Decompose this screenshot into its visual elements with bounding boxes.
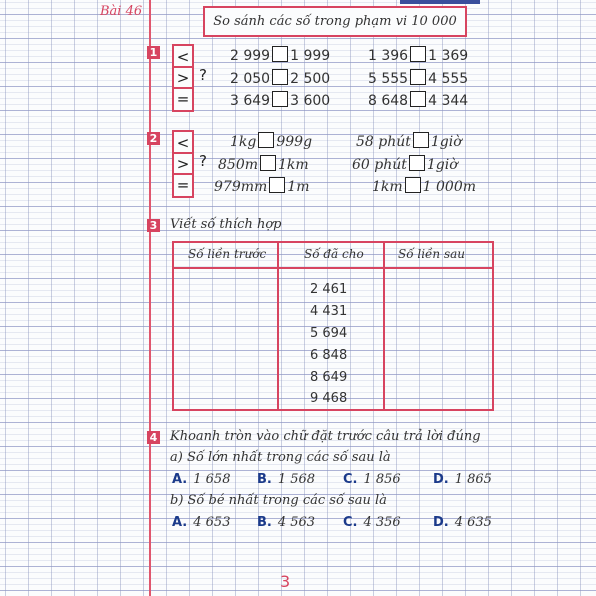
question-b: b) Số bé nhất trong các số sau là: [170, 493, 387, 508]
exercise-2-number: 2: [147, 132, 160, 145]
answer-box[interactable]: [409, 155, 425, 171]
header-previous: Số liền trước: [188, 247, 267, 261]
top-tab-mark: [400, 0, 480, 4]
answer-box[interactable]: [410, 69, 426, 85]
ex1-row1-left: 2 999 1 999: [230, 48, 331, 64]
answer-box[interactable]: [410, 46, 426, 62]
given-number-6: 9 468: [310, 391, 348, 406]
symbol-greater: >: [176, 69, 190, 87]
lesson-title-box: [203, 6, 467, 37]
answer-box[interactable]: [272, 69, 288, 85]
given-number-1: 2 461: [310, 282, 348, 297]
answer-box[interactable]: [413, 132, 429, 148]
option-b-d[interactable]: D. 4 635: [433, 515, 492, 530]
ex1-row2-left: 2 050 2 500: [230, 71, 331, 87]
page-number: 3: [280, 572, 291, 591]
answer-box[interactable]: [269, 177, 285, 193]
option-a-c[interactable]: C. 1 856: [343, 472, 401, 487]
symbol-less: <: [176, 134, 190, 152]
header-given: Số đã cho: [304, 247, 364, 261]
header-next: Số liền sau: [398, 247, 466, 261]
exercise-1-question-mark: ?: [199, 66, 207, 84]
ex2-row2-right: 60 phút 1giờ: [352, 157, 458, 173]
symbol-equal: =: [176, 176, 190, 194]
given-number-5: 8 649: [310, 370, 348, 385]
ex1-row2-right: 5 555 4 555: [368, 71, 469, 87]
answer-box[interactable]: [260, 155, 276, 171]
option-b-c[interactable]: C. 4 356: [343, 515, 401, 530]
ex2-row1-left: 1kg 999g: [230, 134, 313, 150]
exercise-3-number: 3: [147, 219, 160, 232]
answer-box[interactable]: [272, 46, 288, 62]
symbol-greater: >: [176, 155, 190, 173]
ex2-row1-right: 58 phút 1giờ: [356, 134, 462, 150]
exercise-3-title: Viết số thích hợp: [170, 217, 282, 232]
given-number-4: 6 848: [310, 348, 348, 363]
exercise-2-question-mark: ?: [199, 152, 207, 170]
question-a: a) Số lớn nhất trong các số sau là: [170, 450, 391, 465]
answer-box[interactable]: [272, 91, 288, 107]
ex2-row3-right: 1km 1 000m: [372, 179, 477, 195]
exercise-1-symbols: [172, 44, 194, 112]
lesson-title: So sánh các số trong phạm vi 10 000: [213, 14, 457, 29]
option-b-b[interactable]: B. 4 563: [257, 515, 316, 530]
answer-box[interactable]: [405, 177, 421, 193]
margin-line: [149, 0, 151, 596]
answer-box[interactable]: [410, 91, 426, 107]
symbol-equal: =: [176, 90, 190, 108]
ex2-row2-left: 850m 1km: [218, 157, 309, 173]
ex1-row3-right: 8 648 4 344: [368, 93, 469, 109]
exercise-1-number: 1: [147, 46, 160, 59]
given-number-3: 5 694: [310, 326, 348, 341]
symbol-less: <: [176, 48, 190, 66]
given-number-2: 4 431: [310, 304, 348, 319]
exercise-4-title: Khoanh tròn vào chữ đặt trước câu trả lời đúng: [170, 429, 481, 444]
ex2-row3-left: 979mm 1m: [214, 179, 310, 195]
ex1-row3-left: 3 649 3 600: [230, 93, 331, 109]
option-a-a[interactable]: A. 1 658: [172, 472, 231, 487]
option-b-a[interactable]: A. 4 653: [172, 515, 231, 530]
option-a-b[interactable]: B. 1 568: [257, 472, 316, 487]
ex1-row1-right: 1 396 1 369: [368, 48, 469, 64]
exercise-2-symbols: [172, 130, 194, 198]
lesson-label: Bài 46: [100, 4, 143, 19]
answer-box[interactable]: [258, 132, 274, 148]
exercise-4-number: 4: [147, 431, 160, 444]
option-a-d[interactable]: D. 1 865: [433, 472, 492, 487]
